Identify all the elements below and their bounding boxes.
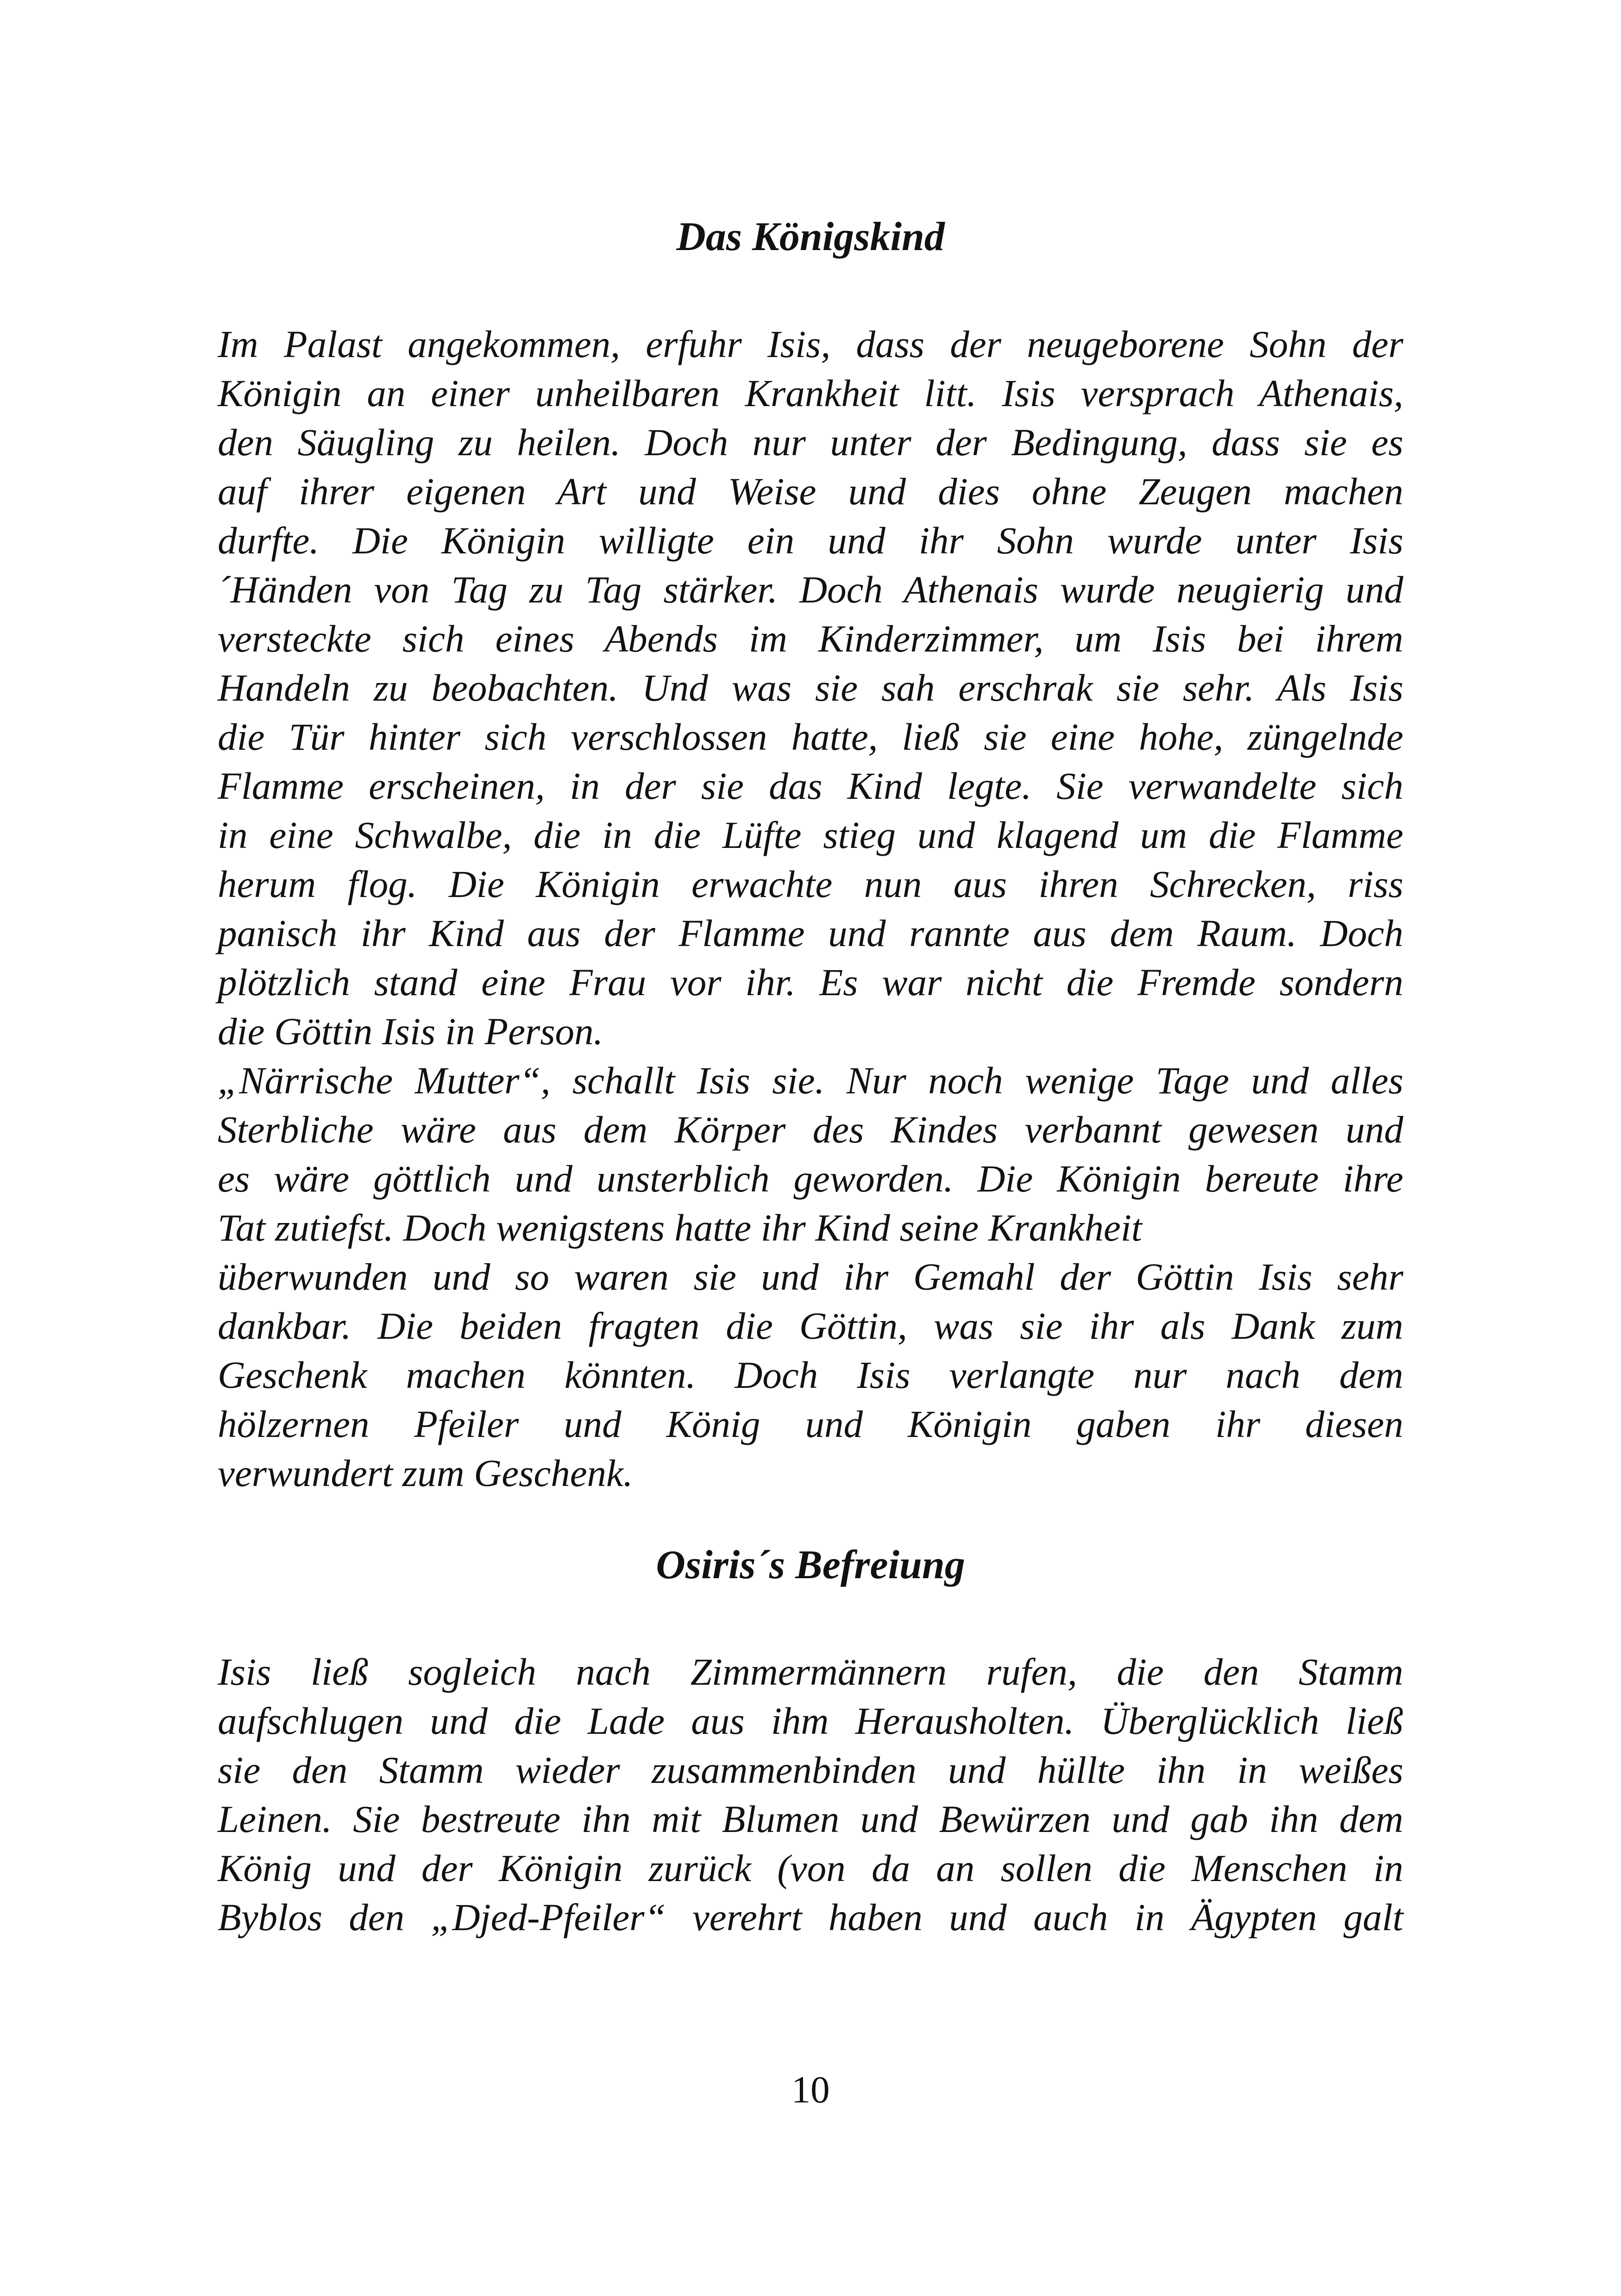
text-line: Leinen. Sie bestreute ihn mit Blumen und Bewürzen und gab ihn dem: [218, 1798, 1403, 1840]
text-line: Königin an einer unheilbaren Krankheit litt. Isis versprach Athenais,: [218, 372, 1403, 414]
section-body-osiris-befreiung: [218, 1647, 1403, 1942]
text-line: herum flog. Die Königin erwachte nun aus ihren Schrecken, riss: [218, 863, 1403, 905]
text-line: König und der Königin zurück (von da an sollen die Menschen in: [218, 1847, 1403, 1889]
text-line: Im Palast angekommen, erfuhr Isis, dass der neugeborene Sohn der: [218, 323, 1403, 365]
section-body-koenigskind: [218, 320, 1403, 1498]
text-line: es wäre göttlich und unsterblich geworden. Die Königin bereute ihre: [218, 1157, 1403, 1200]
text-line: ´Händen von Tag zu Tag stärker. Doch Athenais wurde neugierig und: [218, 568, 1403, 611]
text-line: panisch ihr Kind aus der Flamme und rannte aus dem Raum. Doch: [218, 912, 1403, 954]
text-line: Geschenk machen könnten. Doch Isis verlangte nur nach dem: [218, 1354, 1403, 1396]
text-line: überwunden und so waren sie und ihr Gemahl der Göttin Isis sehr: [218, 1255, 1403, 1298]
text-line: Handeln zu beobachten. Und was sie sah erschrak sie sehr. Als Isis: [218, 666, 1403, 709]
text-line: durfte. Die Königin willigte ein und ihr Sohn wurde unter Isis: [218, 519, 1403, 562]
text-line: aufschlugen und die Lade aus ihm Herausholten. Überglücklich ließ: [218, 1700, 1403, 1742]
section-heading-osiris-befreiung: Osiris´s Befreiung: [656, 1543, 965, 1587]
text-line: verwundert zum Geschenk.: [218, 1452, 633, 1494]
text-line: plötzlich stand eine Frau vor ihr. Es war nicht die Fremde sondern: [218, 961, 1403, 1004]
text-line: Isis ließ sogleich nach Zimmermännern rufen, die den Stamm: [218, 1650, 1403, 1693]
text-line: Flamme erscheinen, in der sie das Kind legte. Sie verwandelte sich: [218, 765, 1403, 807]
text-line: die Tür hinter sich verschlossen hatte, ließ sie eine hohe, züngelnde: [218, 715, 1403, 758]
text-line: dankbar. Die beiden fragten die Göttin, was sie ihr als Dank zum: [218, 1305, 1403, 1347]
text-line: „Närrische Mutter“, schallt Isis sie. Nur noch wenige Tage und alles: [218, 1059, 1403, 1102]
text-line: sie den Stamm wieder zusammenbinden und hüllte ihn in weißes: [218, 1749, 1403, 1791]
section-heading-koenigskind: Das Königskind: [676, 214, 945, 259]
text-line: in eine Schwalbe, die in die Lüfte stieg und klagend um die Flamme: [218, 814, 1403, 856]
text-line: die Göttin Isis in Person.: [218, 1010, 603, 1053]
text-line: den Säugling zu heilen. Doch nur unter der Bedingung, dass sie es: [218, 421, 1403, 464]
text-line: Byblos den „Djed-Pfeiler“ verehrt haben und auch in Ägypten galt: [218, 1896, 1403, 1938]
text-line: versteckte sich eines Abends im Kinderzimmer, um Isis bei ihrem: [218, 617, 1403, 660]
text-line: hölzernen Pfeiler und König und Königin gaben ihr diesen: [218, 1403, 1403, 1445]
text-line: Sterbliche wäre aus dem Körper des Kindes verbannt gewesen und: [218, 1108, 1403, 1151]
text-line: auf ihrer eigenen Art und Weise und dies ohne Zeugen machen: [218, 470, 1403, 513]
page-number: 10: [791, 2068, 830, 2111]
text-line: Tat zutiefst. Doch wenigstens hatte ihr Kind seine Krankheit: [218, 1206, 1142, 1249]
